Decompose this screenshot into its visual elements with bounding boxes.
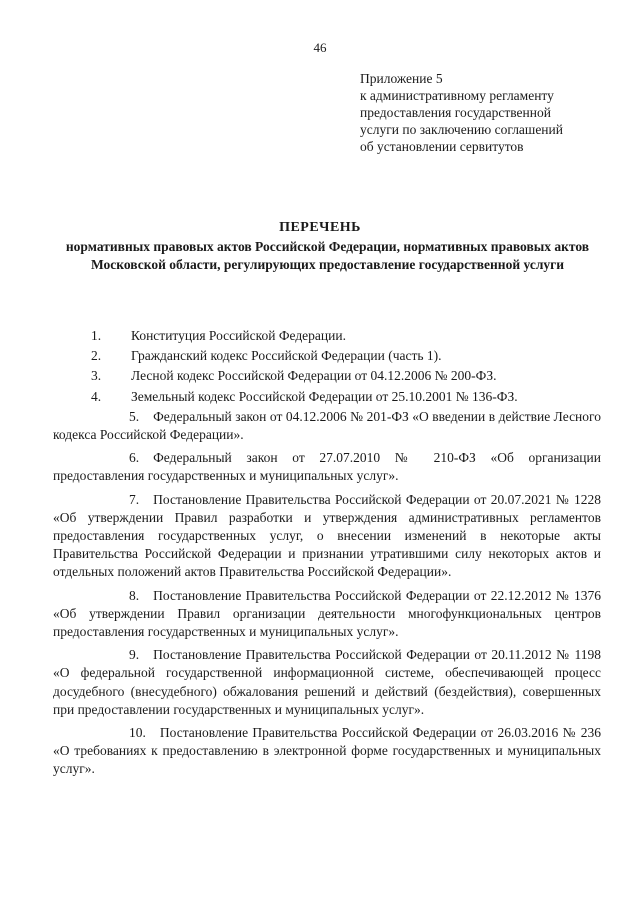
item-text: Гражданский кодекс Российской Федерации (часть 1). (131, 348, 442, 364)
item-text: Постановление Правительства Российской Федерации от 20.11.2012 № 1198 «О федеральной государственной информационной системе, обеспечивающей процесс досудебного (внесудебного) обжалования решений и действий (бездействия), совершенных при предоставлении государственных и муниципальных услуг». (53, 647, 601, 717)
item-text: Конституция Российской Федерации. (131, 328, 346, 343)
appendix-line: Приложение 5 (360, 71, 443, 86)
item-number: 10. (129, 725, 146, 741)
list-item (53, 327, 601, 345)
item-text: Постановление Правительства Российской Федерации от 26.03.2016 № 236 «О требованиях к предоставлению в электронной форме государственных и муниципальных услуг». (53, 725, 601, 777)
appendix-block (360, 70, 620, 155)
list-item (53, 347, 601, 365)
document-title: ПЕРЕЧЕНЬ (279, 220, 361, 235)
appendix-line: предоставления государственной (360, 105, 551, 120)
item-text: Земельный кодекс Российской Федерации от 25.10.2001 № 136-ФЗ. (131, 388, 518, 404)
appendix-line: к административному регламенту (360, 88, 554, 103)
item-text: Лесной кодекс Российской Федерации от 04.12.2006 № 200-ФЗ. (131, 368, 497, 384)
item-number: 8. (129, 587, 140, 603)
item-text: Федеральный закон от 04.12.2006 № 201-ФЗ «О введении в действие Лесного кодекса Российской Федерации». (53, 408, 601, 443)
list-item (53, 367, 601, 385)
regulations-list (53, 327, 601, 781)
item-number: 9. (129, 647, 140, 663)
list-item (53, 449, 601, 485)
list-item (53, 646, 601, 719)
item-text: Постановление Правительства Российской Федерации от 20.07.2021 № 1228 «Об утверждении Правил разработки и утверждения административных регламентов предоставления государственных услуг, о внесении изменений в некоторые акты Правительства Российской Федерации и признании утратившими силу некоторых актов и отдельных положений актов Правительства Российской Федерации». (53, 491, 601, 580)
list-item (53, 491, 601, 582)
item-number: 2. (91, 348, 102, 364)
item-text: Постановление Правительства Российской Федерации от 22.12.2012 № 1376 «Об утверждении Правил организации деятельности многофункциональных центров предоставления государственных и муниципальных услуг». (53, 587, 601, 640)
item-number: 4. (91, 388, 102, 404)
appendix-line: об установлении сервитутов (360, 139, 524, 154)
list-item (53, 408, 601, 444)
item-number: 3. (91, 368, 102, 384)
item-number: 1. (91, 328, 102, 343)
page-number: 46 (313, 40, 327, 55)
document-subtitle: нормативных правовых актов Российской Федерации, нормативных правовых актов Московской области, регулирующих предоставление государственной услуги (65, 239, 590, 272)
appendix-line: услуги по заключению соглашений (360, 122, 563, 137)
item-text: Федеральный закон от 27.07.2010 № 210-ФЗ «Об организации предоставления государственных и муниципальных услуг». (53, 450, 601, 484)
list-item (53, 587, 601, 642)
item-number: 7. (129, 491, 140, 507)
item-number: 6. (129, 450, 140, 466)
list-item (53, 388, 601, 406)
list-item (53, 724, 601, 779)
item-number: 5. (129, 408, 140, 424)
